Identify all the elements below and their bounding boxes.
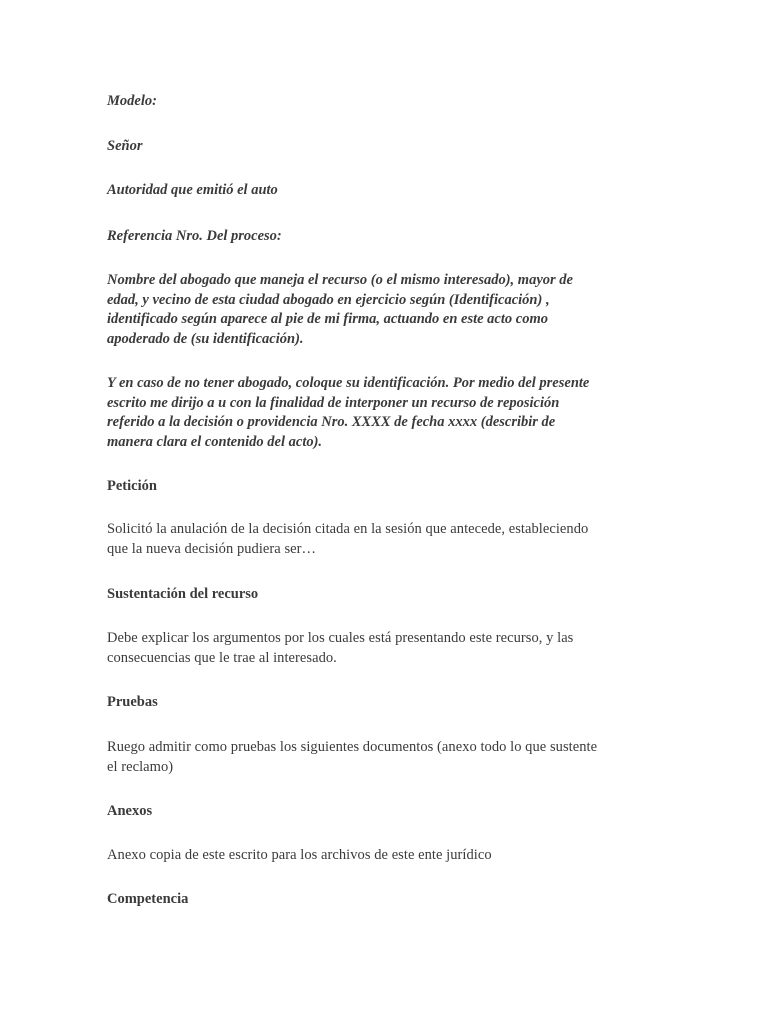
paragraph-line: consecuencias que le trae al interesado.: [107, 649, 337, 666]
sustentacion-heading: Sustentación del recurso: [107, 586, 259, 602]
reference-line: Referencia Nro. Del proceso:: [107, 228, 282, 244]
paragraph-line: que la nueva decisión pudiera ser…: [107, 540, 317, 557]
anexos-body: Anexo copia de este escrito para los archivos de este ente jurídico: [107, 847, 492, 863]
paragraph-line: referido a la decisión o providencia Nro. XXXX de fecha xxxx (describir de: [107, 414, 556, 430]
paragraph-line: Nombre del abogado que maneja el recurso (o el mismo interesado), mayor de: [107, 272, 573, 288]
paragraph-line: identificado según aparece al pie de mi firma, actuando en este acto como: [107, 311, 548, 327]
paragraph-line: manera clara el contenido del acto).: [107, 433, 323, 450]
paragraph-line: Solicitó la anulación de la decisión citada en la sesión que antecede, estableciendo: [107, 521, 589, 537]
no-lawyer-paragraph: [107, 374, 667, 452]
paragraph-line: el reclamo): [107, 758, 174, 775]
pruebas-body: [107, 738, 667, 777]
lawyer-paragraph: [107, 271, 667, 349]
paragraph-line: edad, y vecino de esta ciudad abogado en ejercicio según (Identificación) ,: [107, 291, 550, 308]
paragraph-line: Ruego admitir como pruebas los siguientes documentos (anexo todo lo que sustente: [107, 739, 598, 755]
peticion-heading: Petición: [107, 478, 157, 494]
paragraph-line: escrito me dirijo a u con la finalidad de interponer un recurso de reposición: [107, 394, 560, 411]
anexos-heading: Anexos: [107, 803, 153, 819]
sustentacion-body: [107, 629, 667, 668]
peticion-body: [107, 520, 667, 559]
salutation: Señor: [107, 138, 143, 154]
authority-line: Autoridad que emitió el auto: [107, 182, 278, 198]
competencia-heading: Competencia: [107, 891, 189, 907]
pruebas-heading: Pruebas: [107, 694, 158, 710]
paragraph-line: apoderado de (su identificación).: [107, 330, 304, 347]
paragraph-line: Y en caso de no tener abogado, coloque su identificación. Por medio del presente: [107, 375, 590, 391]
modelo-label: Modelo:: [107, 93, 157, 109]
paragraph-line: Debe explicar los argumentos por los cuales está presentando este recurso, y las: [107, 630, 574, 646]
